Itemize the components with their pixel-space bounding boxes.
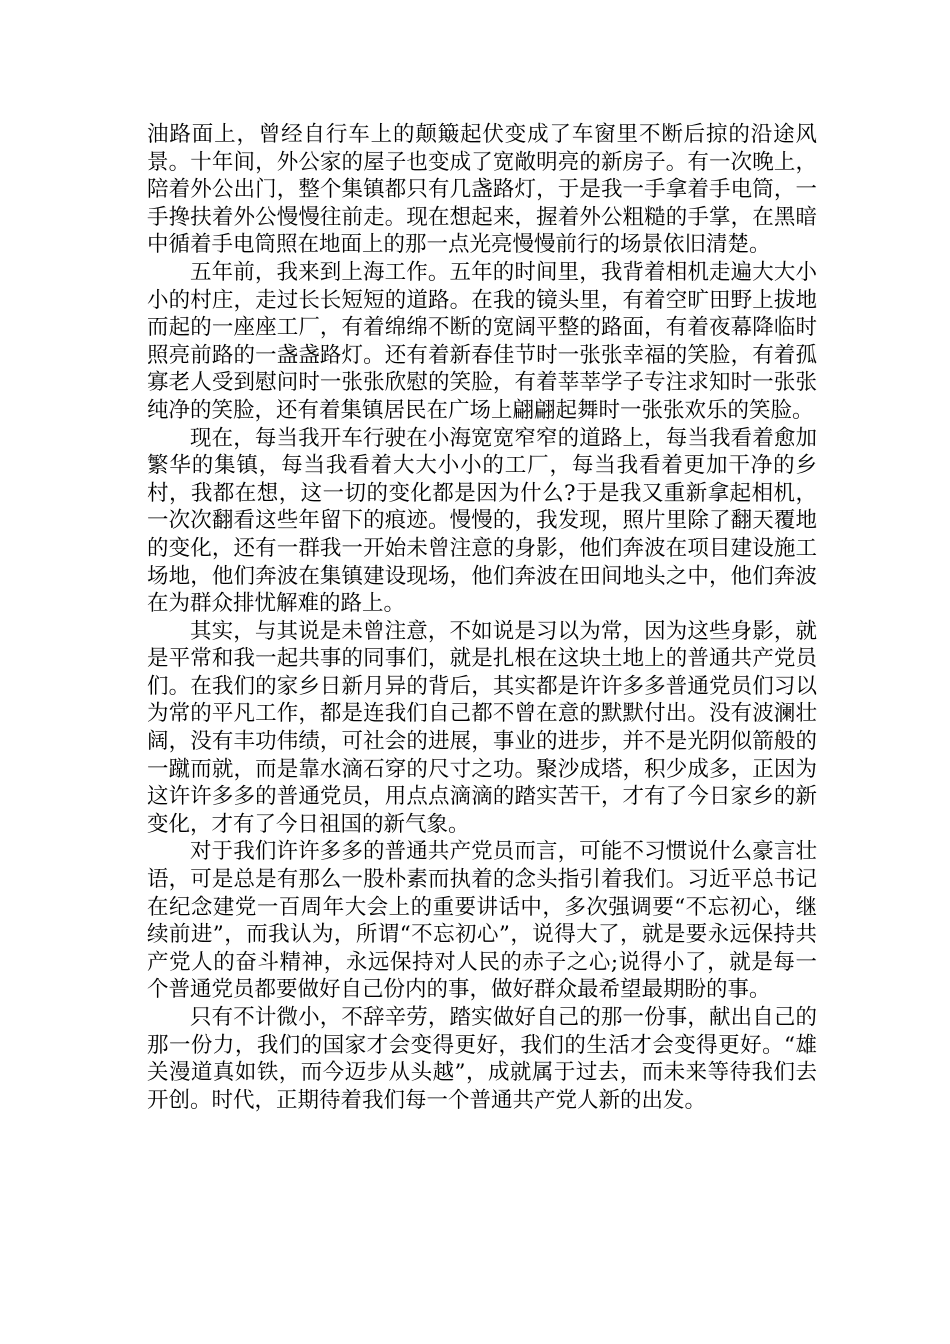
paragraph-5: 对于我们许许多多的普通共产党员而言，可能不习惯说什么豪言壮语，可是总是有那么一股朴素而执着的念头指引着我们。习近平总书记在纪念建党一百周年大会上的重要讲话中，多次强调要“不忘初心，继续前进”，而我认为，所谓“不忘初心”，说得大了，就是要永远保持共产党人的奋斗精神，永远保持对人民的赤子之心;说得小了，就是每一个普通党员都要做好自己份内的事，做好群众最希望最期盼的事。 bbox=[147, 839, 817, 1003]
paragraph-6: 只有不计微小，不辞辛劳，踏实做好自己的那一份事，献出自己的那一份力，我们的国家才会变得更好，我们的生活才会变得更好。“雄关漫道真如铁，而今迈步从头越”，成就属于过去，而未来等待我们去开创。时代，正期待着我们每一个普通共产党人新的出发。 bbox=[147, 1005, 817, 1113]
paragraph-2: 五年前，我来到上海工作。五年的时间里，我背着相机走遍大大小小的村庄，走过长长短短的道路。在我的镜头里，有着空旷田野上拔地而起的一座座工厂，有着绵绵不断的宽阔平整的路面，有着夜幕降临时照亮前路的一盏盏路灯。还有着新春佳节时一张张幸福的笑脸，有着孤寡老人受到慰问时一张张欣慰的笑脸，有着莘莘学子专注求知时一张张纯净的笑脸，还有着集镇居民在广场上翩翩起舞时一张张欢乐的笑脸。 bbox=[147, 259, 817, 423]
paragraph-4: 其实，与其说是未曾注意，不如说是习以为常，因为这些身影，就是平常和我一起共事的同事们，就是扎根在这块土地上的普通共产党员们。在我们的家乡日新月异的背后，其实都是许许多多普通党员们习以为常的平凡工作，都是连我们自己都不曾在意的默默付出。没有波澜壮阔，没有丰功伟绩，可社会的进展，事业的进步，并不是光阴似箭般的一蹴而就，而是靠水滴石穿的尺寸之功。聚沙成塔，积少成多，正因为这许许多多的普通党员，用点点滴滴的踏实苦干，才有了今日家乡的新变化，才有了今日祖国的新气象。 bbox=[147, 618, 817, 837]
paragraph-3: 现在，每当我开车行驶在小海宽宽窄窄的道路上，每当我看着愈加繁华的集镇，每当我看着大大小小的工厂，每当我看着更加干净的乡村，我都在想，这一切的变化都是因为什么?于是我又重新拿起相机，一次次翻看这些年留下的痕迹。慢慢的，我发现，照片里除了翻天覆地的变化，还有一群我一开始未曾注意的身影，他们奔波在项目建设施工场地，他们奔波在集镇建设现场，他们奔波在田间地头之中，他们奔波在为群众排忧解难的路上。 bbox=[147, 425, 817, 617]
document-body bbox=[147, 121, 817, 1114]
paragraph-1: 油路面上，曾经自行车上的颠簸起伏变成了车窗里不断后掠的沿途风景。十年间，外公家的屋子也变成了宽敞明亮的新房子。有一次晚上，陪着外公出门，整个集镇都只有几盏路灯，于是我一手拿着手电筒，一手搀扶着外公慢慢往前走。现在想起来，握着外公粗糙的手掌，在黑暗中循着手电筒照在地面上的那一点光亮慢慢前行的场景依旧清楚。 bbox=[147, 122, 817, 258]
